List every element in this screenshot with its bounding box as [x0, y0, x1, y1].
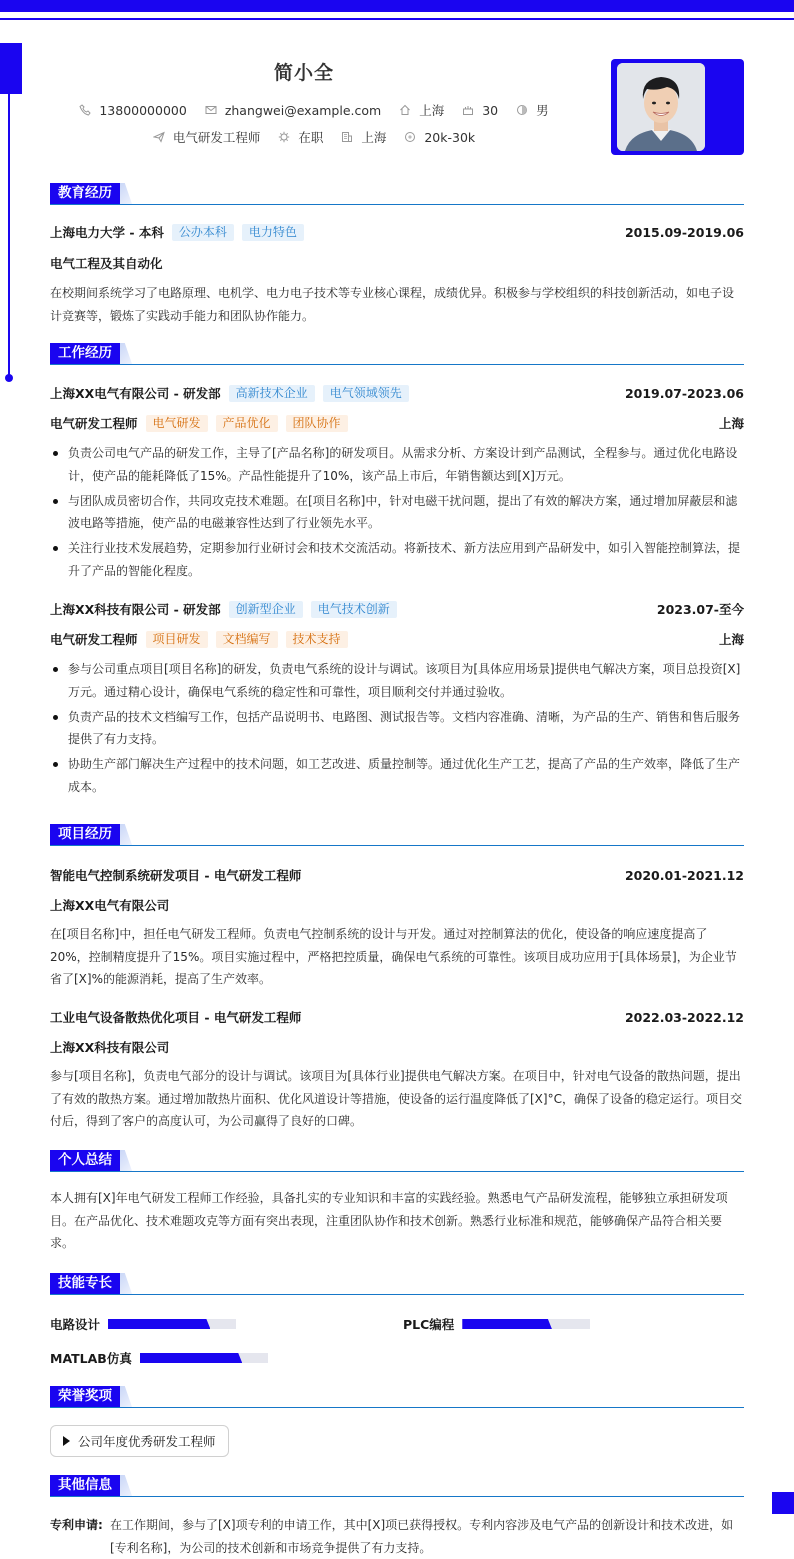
project-header	[50, 1008, 744, 1026]
section-title: 工作经历	[50, 343, 120, 364]
section-title: 技能专长	[50, 1273, 120, 1294]
job-city: 上海	[718, 632, 744, 647]
school-tag: 公办本科	[172, 224, 234, 241]
send-icon	[153, 131, 165, 143]
award-name: 公司年度优秀研发工程师	[78, 1434, 216, 1449]
job-header	[50, 600, 744, 618]
section-title: 其他信息	[50, 1475, 120, 1496]
other-info-row	[50, 1514, 744, 1559]
list-item: 关注行业技术发展趋势，定期参加行业研讨会和技术交流活动。将新技术、新方法应用到产品研发中，如引入智能控制算法，提升了产品的智能化程度。	[50, 537, 744, 582]
salary-icon	[404, 131, 416, 143]
section-projects	[50, 824, 744, 846]
skill-bar	[108, 1319, 236, 1329]
project-company-row	[50, 1038, 744, 1056]
role-tag: 产品优化	[216, 415, 278, 432]
intent-salary: 20k-30k	[404, 130, 475, 145]
contact-gender: 男	[516, 101, 549, 119]
list-item: 与团队成员密切合作，共同攻克技术难题。在[项目名称]中，针对电磁干扰问题，提出了有效的解决方案，通过增加屏蔽层和滤波电路等措施，使产品的电磁兼容性达到了行业领先水平。	[50, 490, 744, 535]
section-skills	[50, 1273, 744, 1295]
company-tag: 高新技术企业	[229, 385, 315, 402]
job-city: 上海	[718, 416, 744, 431]
role-tag: 团队协作	[286, 415, 348, 432]
other-info-key: 专利申请:	[50, 1518, 103, 1532]
school-tag: 电力特色	[242, 224, 304, 241]
project-company: 上海XX科技有限公司	[50, 1040, 170, 1055]
list-item: 负责公司电气产品的研发工作，主导了[产品名称]的研发项目。从需求分析、方案设计到产品测试，全程参与。通过优化电路设计，使产品的能耗降低了15%。产品性能提升了10%，该产品上市后，年销售额达到[X]万元。	[50, 442, 744, 487]
left-accent-block	[0, 43, 22, 94]
education-header	[50, 223, 744, 241]
candidate-name: 简小全	[273, 62, 334, 84]
contact-email: zhangwei@example.com	[205, 103, 381, 118]
skill-bar-fill	[108, 1319, 210, 1329]
section-title: 荣誉奖项	[50, 1386, 120, 1407]
intent-position: 电气研发工程师	[153, 128, 261, 146]
mail-icon	[205, 104, 217, 116]
job-bullets	[50, 658, 744, 801]
skill-name: 电路设计	[50, 1317, 101, 1332]
skill-item	[50, 1349, 268, 1367]
contact-row	[50, 101, 578, 119]
job-date: 2019.07-2023.06	[624, 385, 744, 401]
left-timeline-line	[8, 94, 10, 376]
bottom-right-accent	[772, 1492, 794, 1514]
contact-phone: 13800000000	[79, 103, 186, 118]
award-chip[interactable]	[50, 1425, 229, 1457]
school-name: 上海电力大学 - 本科	[50, 225, 164, 240]
status-icon	[278, 131, 290, 143]
skill-bar-fill	[462, 1319, 552, 1329]
play-icon	[63, 1436, 70, 1446]
list-item: 负责产品的技术文档编写工作，包括产品说明书、电路图、测试报告等。文档内容准确、清晰，为产品的生产、销售和售后服务提供了有力支持。	[50, 706, 744, 751]
education-date: 2015.09-2019.06	[624, 224, 744, 240]
role-tag: 电气研发	[146, 415, 208, 432]
project-description: 参与[项目名称]，负责电气部分的设计与调试。该项目为[具体行业]提供电气解决方案。在项目中，针对电气设备的散热问题，提出了有效的散热方案。通过增加散热片面积、优化风道设计等措施，使设备的运行温度降低了[X]°C，确保了设备的稳定运行。项目交付后，得到了客户的高度认可，为公司赢得了良好的口碑。	[50, 1069, 742, 1128]
section-summary	[50, 1150, 744, 1172]
job-header	[50, 384, 744, 402]
major: 电气工程及其自动化	[50, 256, 163, 271]
job-role: 电气研发工程师	[50, 416, 138, 431]
other-info-value: 在工作期间，参与了[X]项专利的申请工作，其中[X]项已获得授权。专利内容涉及电气产品的创新设计和技术改进，如[专利名称]，为公司的技术创新和市场竞争提供了有力支持。	[110, 1518, 734, 1555]
project-company: 上海XX电气有限公司	[50, 898, 170, 913]
project-description: 在[项目名称]中，担任电气研发工程师。负责电气控制系统的设计与开发。通过对控制算法的优化，使设备的响应速度提高了20%，控制精度提升了15%。项目实施过程中，严格把控质量，确保电气系统的可靠性。该项目成功应用于[具体场景]，为企业节省了[X]%的能源消耗，提高了生产效率。	[50, 927, 737, 986]
company-name: 上海XX电气有限公司 - 研发部	[50, 386, 221, 401]
education-major-row	[50, 254, 744, 272]
project-date: 2020.01-2021.12	[624, 867, 744, 883]
company-tag: 电气领域领先	[323, 385, 409, 402]
project-header	[50, 866, 744, 884]
section-title: 个人总结	[50, 1150, 120, 1171]
gender-icon	[516, 104, 528, 116]
role-tag: 项目研发	[146, 631, 208, 648]
section-honors	[50, 1386, 744, 1408]
section-title: 教育经历	[50, 183, 120, 204]
list-item: 参与公司重点项目[项目名称]的研发，负责电气系统的设计与调试。该项目为[具体应用场景]提供电气解决方案，项目总投资[X]万元。通过精心设计，确保电气系统的稳定性和可靠性，项目顺利交付并通过验收。	[50, 658, 744, 703]
contact-age: 30	[462, 103, 498, 118]
job-bullets	[50, 442, 744, 585]
project-title: 工业电气设备散热优化项目 - 电气研发工程师	[50, 1010, 302, 1025]
skill-name: MATLAB仿真	[50, 1351, 132, 1366]
job-intent-row	[50, 128, 578, 146]
company-tag: 创新型企业	[229, 601, 303, 618]
skill-name: PLC编程	[403, 1317, 455, 1332]
contact-location: 上海	[399, 101, 444, 119]
section-work	[50, 343, 744, 365]
profile-photo-frame	[611, 59, 744, 155]
role-tag: 技术支持	[286, 631, 348, 648]
list-item: 协助生产部门解决生产过程中的技术问题，如工艺改进、质量控制等。通过优化生产工艺，提高了产品的生产效率，降低了生产成本。	[50, 753, 744, 798]
skill-bar	[462, 1319, 590, 1329]
job-date: 2023.07-至今	[656, 602, 744, 617]
company-name: 上海XX科技有限公司 - 研发部	[50, 602, 221, 617]
section-title: 项目经历	[50, 824, 120, 845]
project-date: 2022.03-2022.12	[624, 1009, 744, 1025]
top-accent-line	[0, 18, 794, 20]
age-icon	[462, 104, 474, 116]
phone-icon	[79, 104, 91, 116]
building-icon	[341, 131, 353, 143]
role-tag: 文档编写	[216, 631, 278, 648]
project-company-row	[50, 896, 744, 914]
intent-city: 上海	[341, 128, 386, 146]
project-title: 智能电气控制系统研发项目 - 电气研发工程师	[50, 868, 302, 883]
job-role-row	[50, 630, 744, 648]
education-description: 在校期间系统学习了电路原理、电机学、电力电子技术等专业核心课程，成绩优异。积极参与学校组织的科技创新活动，如电子设计竞赛等，锻炼了实践动手能力和团队协作能力。	[50, 286, 735, 323]
job-role: 电气研发工程师	[50, 632, 138, 647]
skill-bar-fill	[140, 1353, 242, 1363]
skill-item	[403, 1315, 590, 1333]
company-tag: 电气技术创新	[311, 601, 397, 618]
job-role-row	[50, 414, 744, 432]
section-education	[50, 183, 744, 205]
skill-bar	[140, 1353, 268, 1363]
skill-item	[50, 1315, 236, 1333]
location-icon	[399, 104, 411, 116]
intent-status: 在职	[278, 128, 323, 146]
section-other	[50, 1475, 744, 1497]
left-timeline-dot	[5, 374, 13, 382]
profile-photo	[617, 63, 705, 151]
top-accent-bar	[0, 0, 794, 12]
summary-text: 本人拥有[X]年电气研发工程师工作经验，具备扎实的专业知识和丰富的实践经验。熟悉电气产品研发流程，能够独立承担研发项目。在产品优化、技术难题攻克等方面有突出表现，注重团队协作和技术创新。熟悉行业标准和规范，能够确保产品符合相关要求。	[50, 1191, 728, 1250]
